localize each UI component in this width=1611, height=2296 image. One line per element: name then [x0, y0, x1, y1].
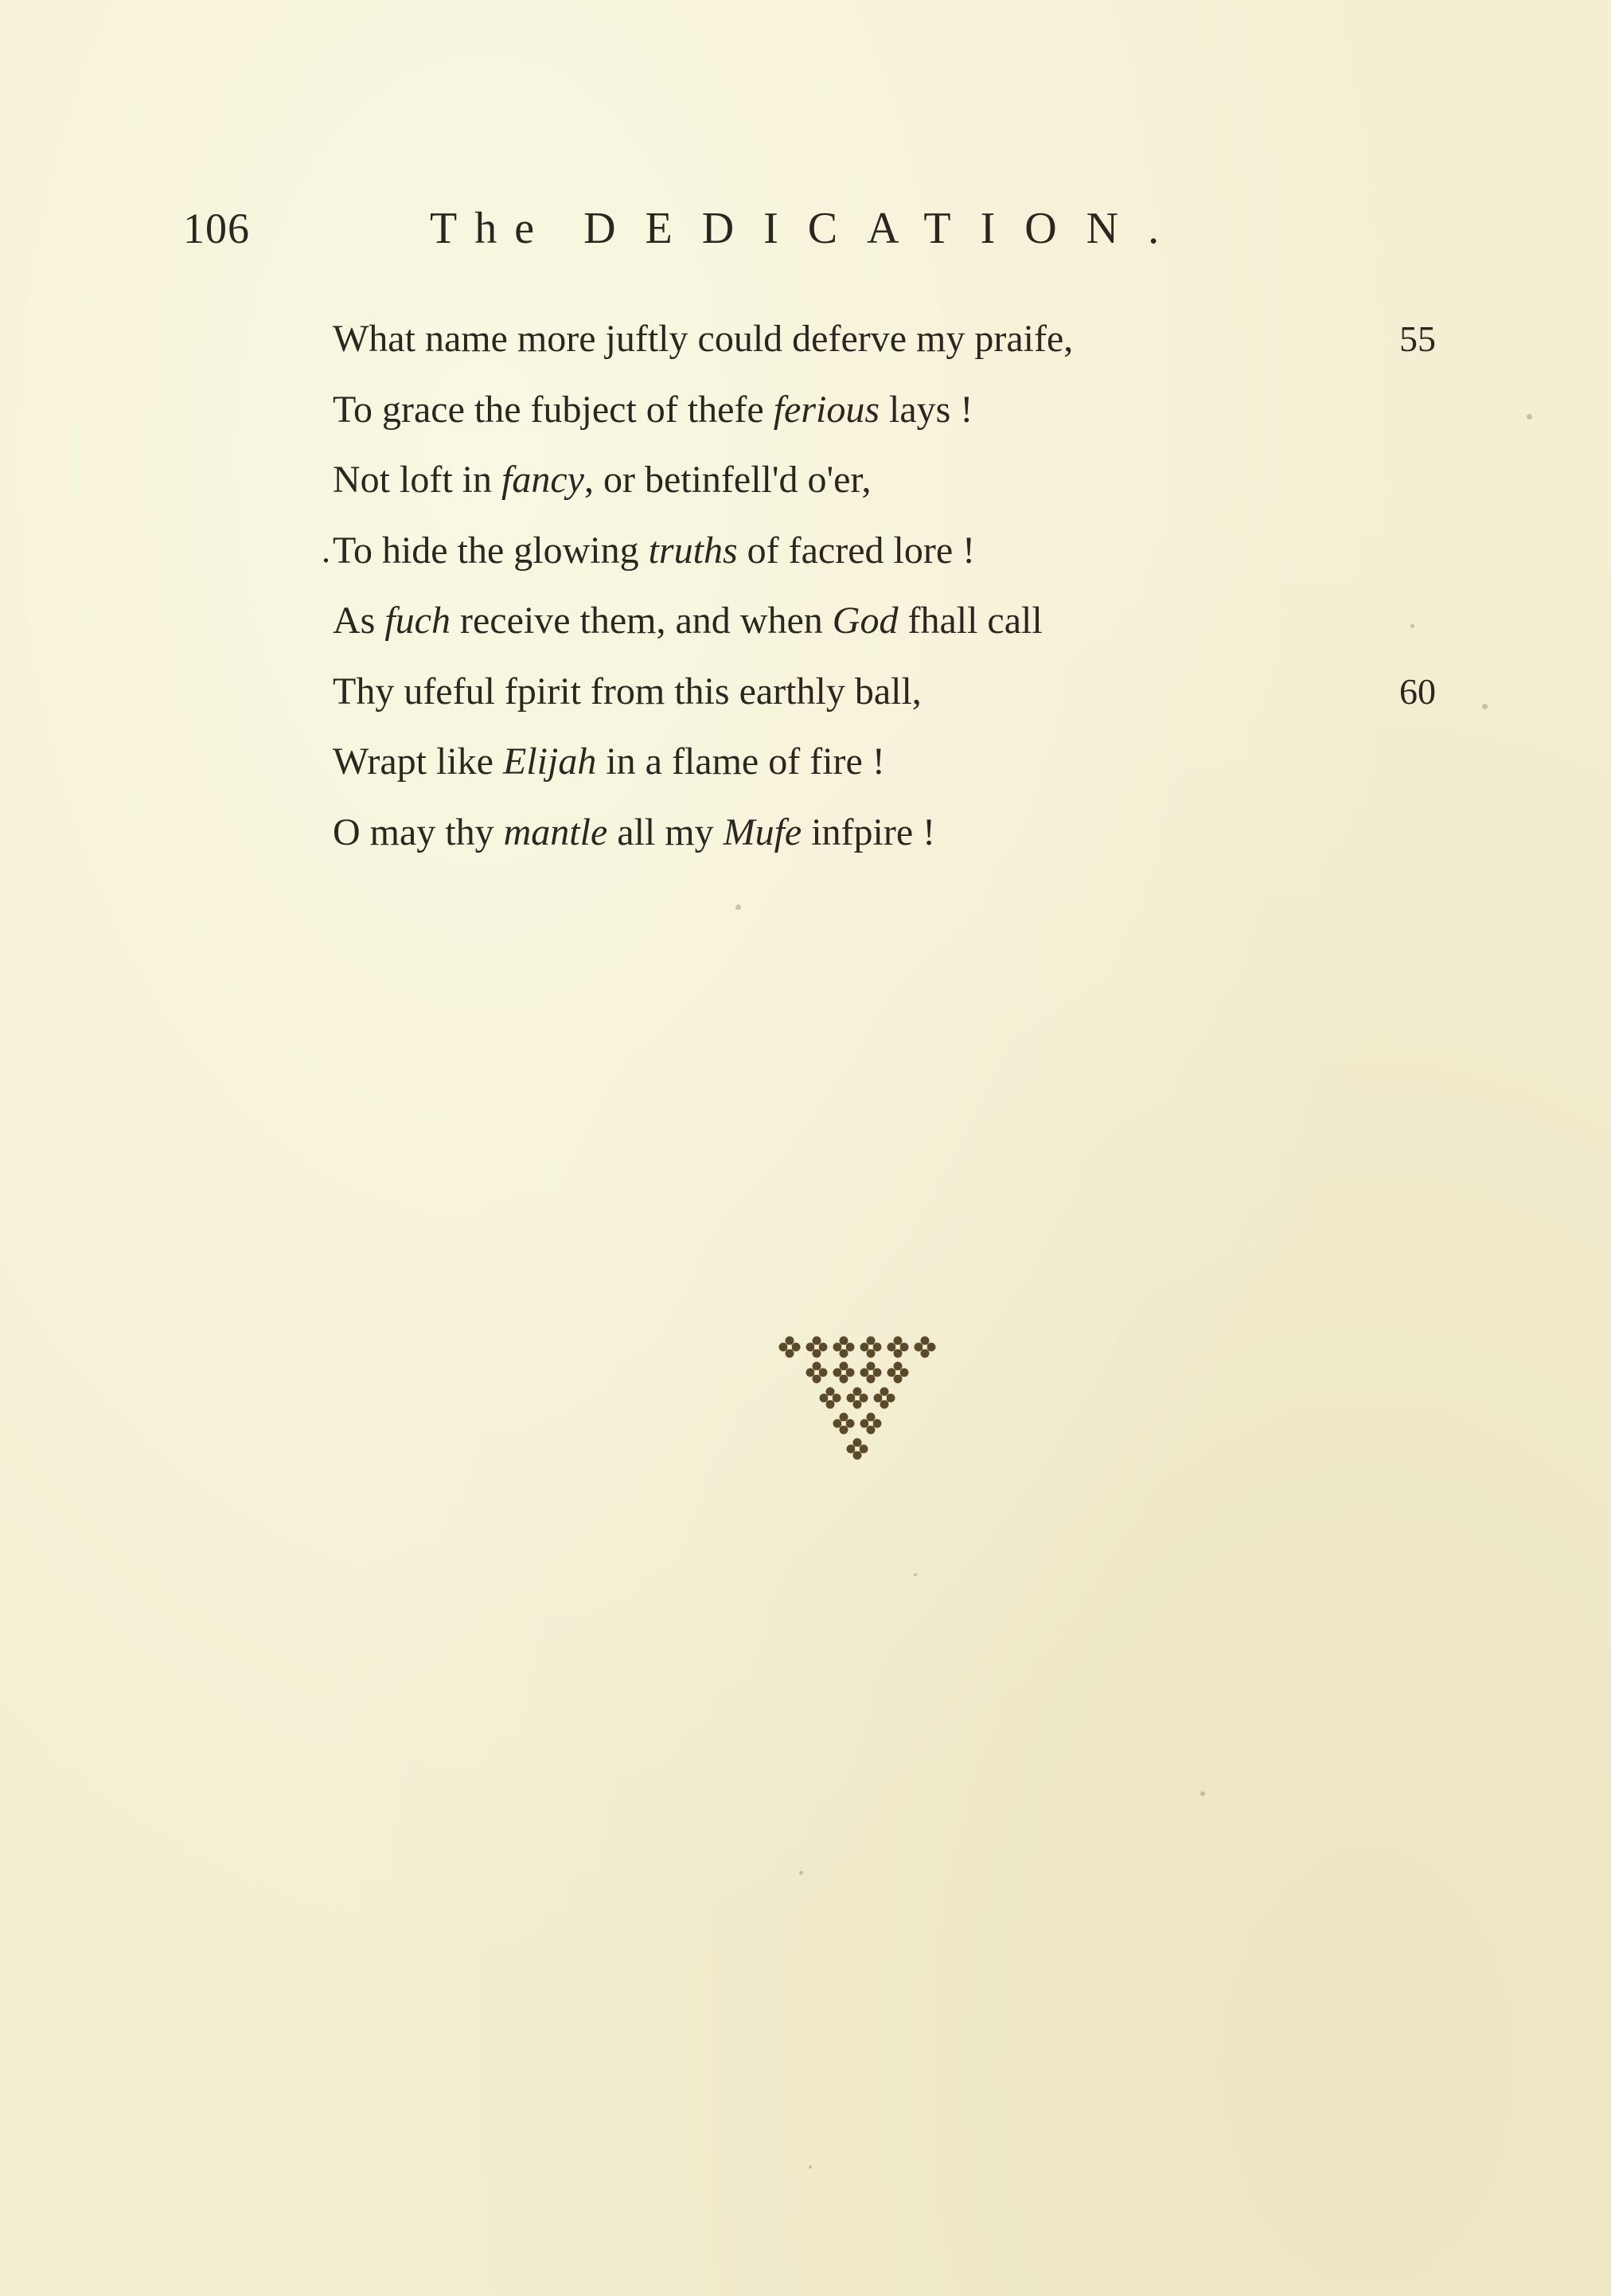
verse-text: As [333, 599, 385, 642]
verse-line [333, 798, 1511, 869]
verse-line [322, 516, 1511, 587]
italic-word: mantle [503, 810, 608, 853]
verse-text: , or betinfell'd o'er, [583, 459, 872, 501]
paper-speck [1482, 704, 1488, 709]
italic-word: God [832, 599, 899, 642]
fleuron-glyph [833, 1362, 855, 1384]
italic-word: Elijah [502, 740, 597, 783]
verse-text: lays ! [880, 388, 973, 431]
fleuron-glyph [887, 1362, 909, 1384]
italic-word: Mufe [723, 810, 802, 853]
title-main: DEDICATION. [583, 204, 1189, 253]
page-title [430, 201, 1188, 256]
line-number: 60 [1399, 670, 1436, 712]
verse-line [333, 727, 1511, 798]
italic-word: ferious [773, 388, 880, 431]
line-number: 55 [1399, 318, 1436, 359]
fleuron-glyph [874, 1388, 895, 1409]
fleuron-glyph [833, 1337, 855, 1358]
paper-speck [914, 1573, 917, 1576]
verse-text: infpire ! [802, 810, 936, 853]
fleuron-glyph [833, 1413, 855, 1435]
verse-text: Thy ufeful fpirit from this earthly ball, [333, 670, 922, 713]
verse-text: of facred lore ! [737, 529, 976, 572]
fleuron-glyph [806, 1362, 828, 1384]
paper-speck [1527, 414, 1532, 420]
fleuron-glyph [847, 1388, 868, 1409]
verse-text: all my [607, 810, 724, 853]
verse-line [333, 445, 1511, 516]
verse-text: in a flame of fire ! [596, 740, 885, 783]
verse-text: O may thy [333, 810, 504, 853]
verse-text: To grace the fubject of thefe [333, 388, 774, 431]
paper-speck [735, 904, 741, 910]
verse-line [333, 586, 1511, 657]
fleuron-glyph [806, 1337, 828, 1358]
italic-word: fuch [384, 599, 451, 642]
fleuron-glyph [860, 1413, 882, 1435]
paper-speck [799, 1871, 803, 1875]
paper-speck [1410, 624, 1414, 628]
verse-block [322, 304, 1511, 868]
verse-text: Not loft in [333, 459, 501, 501]
leading-mark: . [322, 530, 330, 570]
fleuron-glyph [779, 1337, 801, 1358]
verse-line [333, 657, 1511, 728]
italic-word: fancy [501, 459, 584, 501]
verse-line [333, 304, 1511, 375]
fleuron-glyph [820, 1388, 841, 1409]
running-head [0, 201, 1611, 256]
title-prefix: The [430, 204, 552, 253]
fleuron-glyph [915, 1337, 936, 1358]
paper-speck [1200, 1791, 1205, 1796]
verse-text: What name more juftly could deferve my praife, [333, 318, 1074, 360]
verse-text: To hide the glowing [333, 529, 649, 572]
fleuron-glyph [860, 1337, 882, 1358]
verse-text: Wrapt like [333, 740, 503, 783]
fleuron-glyph [847, 1439, 868, 1460]
fleuron-glyph [887, 1337, 909, 1358]
italic-word: truths [648, 529, 738, 572]
verse-line [333, 375, 1511, 446]
paper-speck [809, 2165, 812, 2169]
verse-text: receive them, and when [450, 599, 833, 642]
fleuron-glyph [860, 1362, 882, 1384]
fleuron-triangle-icon [774, 1334, 941, 1478]
page-number: 106 [183, 205, 250, 252]
verse-text: fhall call [898, 599, 1043, 642]
